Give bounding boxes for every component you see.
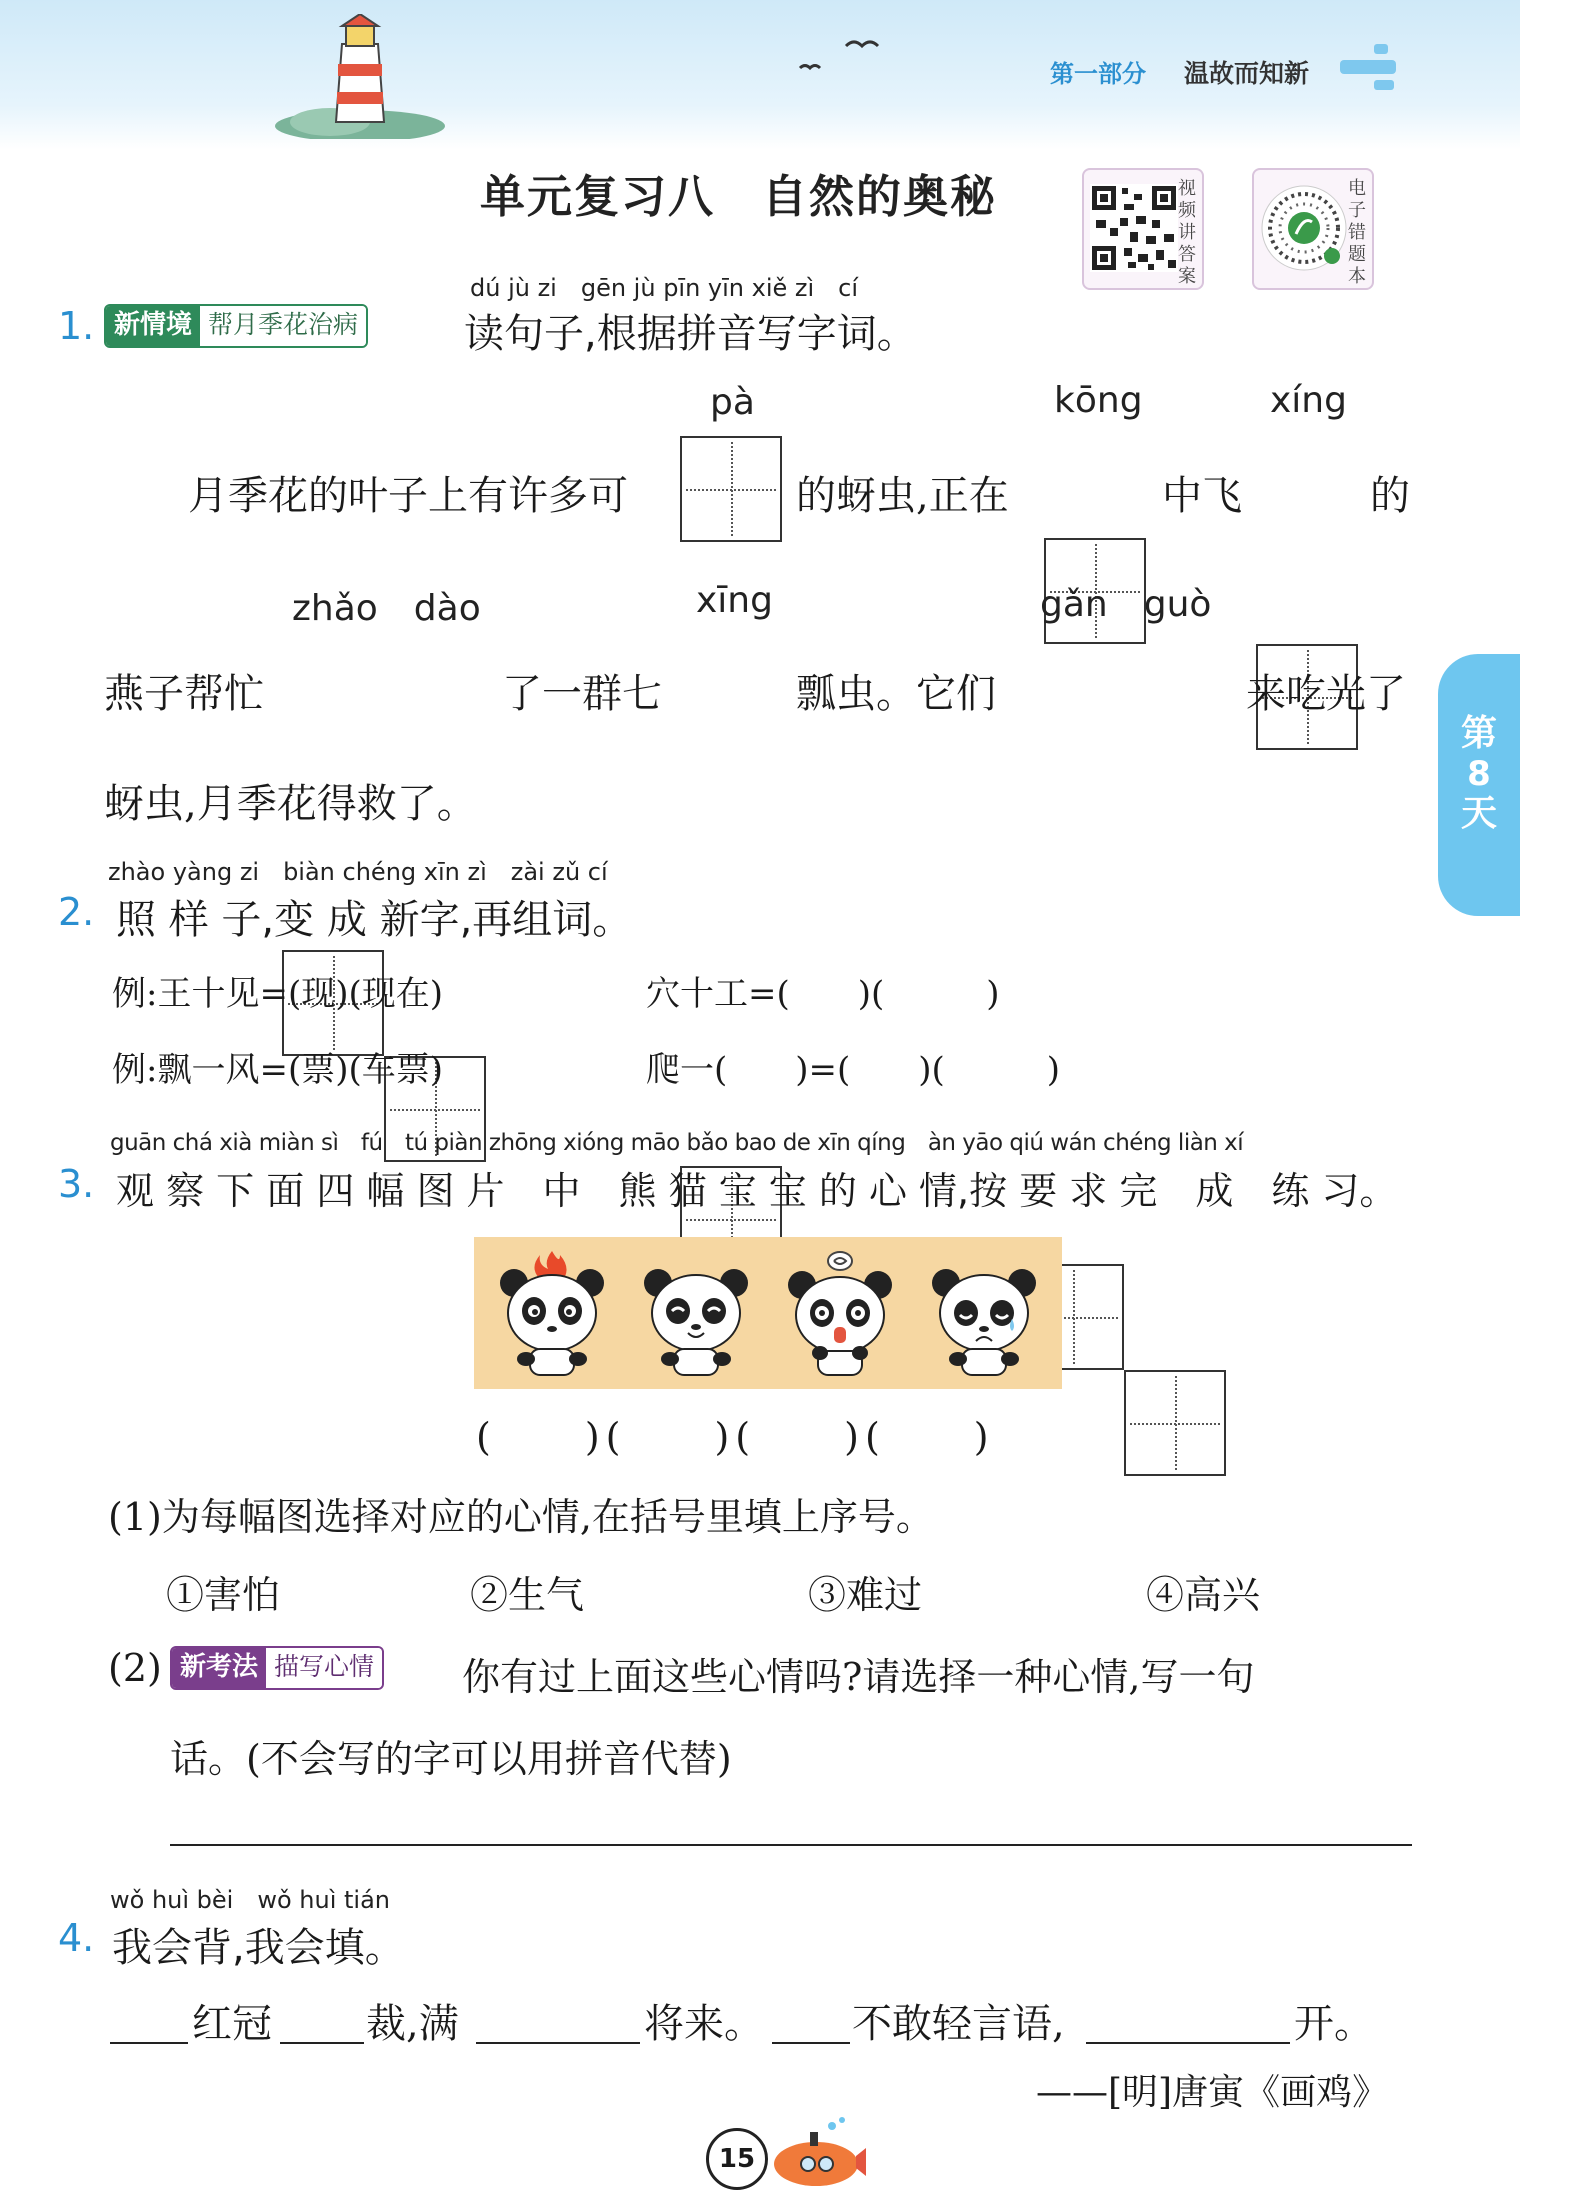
q3-sub2-text: 你有过上面这些心情吗?请选择一种心情,写一句 bbox=[462, 1655, 1255, 1699]
q4-instruction: 我会背,我会填。 bbox=[112, 1925, 405, 1971]
q4-number: 4. bbox=[58, 1916, 95, 1960]
q1-instruction-pinyin: dú jù zi gēn jù pīn yīn xiě zì cí bbox=[470, 274, 859, 302]
q2-example-2: 例:飘一风=(票)(车票) bbox=[112, 1050, 444, 1090]
q4-instruction-pinyin: wǒ huì bèi wǒ huì tián bbox=[110, 1886, 390, 1914]
q4-text-3: 将来。 bbox=[644, 2001, 764, 2047]
q2-instruction-pinyin: zhào yàng zi biàn chéng xīn zì zài zǔ cí bbox=[108, 858, 608, 886]
q1-line1-text-c: 中飞 bbox=[1162, 473, 1242, 519]
q3-sub2-text2: 话。(不会写的字可以用拼音代替) bbox=[170, 1737, 732, 1781]
sad-panda-icon bbox=[924, 1249, 1044, 1379]
page-title: 单元复习八 自然的奥秘 bbox=[480, 170, 998, 223]
q2-task-2[interactable]: 爬一( )=( )( ) bbox=[646, 1050, 1061, 1090]
q3-writing-line[interactable] bbox=[170, 1842, 1412, 1846]
day-side-tab bbox=[1438, 654, 1520, 916]
q1-line1-text-a: 月季花的叶子上有许多可 bbox=[188, 473, 628, 519]
birds-icon bbox=[796, 34, 886, 84]
q3-tag bbox=[170, 1646, 384, 1690]
q2-instruction: 照 样 子,变 成 新字,再组词。 bbox=[116, 897, 633, 943]
q1-line1-text-b: 的蚜虫,正在 bbox=[796, 473, 1009, 519]
q1-tag bbox=[104, 304, 368, 348]
q3-tag-new-method: 新考法 bbox=[172, 1648, 266, 1688]
q3-option-1: ①害怕 bbox=[166, 1573, 281, 1617]
q4-blank-2[interactable] bbox=[280, 2040, 364, 2044]
q4-text-5: 开。 bbox=[1294, 2001, 1374, 2047]
lighthouse-icon bbox=[270, 14, 450, 139]
qr-code-icon bbox=[1090, 184, 1178, 272]
q3-option-3: ③难过 bbox=[808, 1573, 923, 1617]
q1-tag-topic: 帮月季花治病 bbox=[200, 306, 366, 346]
q1-tag-new-situation: 新情境 bbox=[106, 306, 200, 346]
q1-line2-text-c: 瓢虫。它们 bbox=[796, 671, 996, 717]
q1-answer-box-1[interactable] bbox=[680, 436, 782, 542]
q2-number: 2. bbox=[58, 890, 95, 934]
qr-wrong-questions[interactable] bbox=[1252, 168, 1374, 290]
happy-panda-icon bbox=[636, 1249, 756, 1379]
q1-line2-text-a: 燕子帮忙 bbox=[104, 671, 264, 717]
qr-label-video: 视频讲答案 bbox=[1178, 178, 1196, 287]
part-label: 第一部分 bbox=[1050, 60, 1146, 88]
q3-answer-brackets[interactable]: ( )( )( )( ) bbox=[476, 1415, 995, 1459]
q1-line1-text-d: 的 bbox=[1370, 473, 1410, 519]
q1-line3: 蚜虫,月季花得救了。 bbox=[104, 781, 477, 827]
q4-blank-1[interactable] bbox=[110, 2040, 188, 2044]
q1-pinyin-xing: xíng bbox=[1270, 380, 1347, 421]
q2-example-1: 例:王十见=(现)(现在) bbox=[112, 974, 444, 1014]
mini-program-code-icon bbox=[1260, 184, 1348, 272]
q4-text-1: 红冠 bbox=[192, 2001, 272, 2047]
q1-pinyin-xing2: xīng bbox=[696, 580, 773, 621]
q4-poem-source: ——[明]唐寅《画鸡》 bbox=[1036, 2072, 1389, 2113]
q4-blank-3[interactable] bbox=[476, 2040, 640, 2044]
q1-pinyin-ganguo: gǎn guò bbox=[1040, 584, 1212, 625]
q1-line2-text-b: 了一群七 bbox=[502, 671, 662, 717]
q1-pinyin-zhaodao: zhǎo dào bbox=[292, 588, 481, 629]
q4-blank-5[interactable] bbox=[1086, 2040, 1290, 2044]
q3-option-4: ④高兴 bbox=[1146, 1573, 1261, 1617]
page-number: 15 bbox=[706, 2128, 768, 2190]
q4-text-2: 裁,满 bbox=[366, 2001, 459, 2047]
q3-instruction: 观 察 下 面 四 幅 图 片 中 熊 猫 宝 宝 的 心 情,按 要 求 完 成 练 习。 bbox=[116, 1169, 1398, 1213]
q3-sub1: (1)为每幅图选择对应的心情,在括号里填上序号。 bbox=[108, 1495, 934, 1539]
q3-number: 3. bbox=[58, 1162, 95, 1206]
chinese-one-icon bbox=[1336, 38, 1406, 98]
day-label: 第 8 天 bbox=[1460, 713, 1497, 834]
scared-panda-icon bbox=[780, 1249, 900, 1379]
q4-text-4: 不敢轻言语, bbox=[852, 2001, 1065, 2047]
q3-sub2-prefix: (2) bbox=[108, 1646, 162, 1690]
submarine-icon bbox=[760, 2112, 870, 2192]
q3-tag-topic: 描写心情 bbox=[266, 1648, 382, 1688]
q1-pinyin-pa: pà bbox=[710, 382, 755, 423]
qr-label-wrong: 电子错题本 bbox=[1348, 178, 1366, 287]
q1-line2-text-d: 来吃光了 bbox=[1246, 671, 1406, 717]
panda-picture-panel bbox=[474, 1237, 1062, 1389]
q3-option-2: ②生气 bbox=[470, 1573, 585, 1617]
q1-answer-box-8[interactable] bbox=[1124, 1370, 1226, 1476]
q1-pinyin-kong: kōng bbox=[1054, 380, 1143, 421]
part-title: 温故而知新 bbox=[1184, 59, 1310, 88]
q1-number: 1. bbox=[58, 304, 95, 348]
q3-instruction-pinyin: guān chá xià miàn sì fú tú piàn zhōng xióng māo bǎo bao de xīn qíng àn yāo qiú wán chéng liàn xí bbox=[110, 1130, 1244, 1156]
q2-task-1[interactable]: 穴十工=( )( ) bbox=[646, 974, 1000, 1014]
qr-video-answers[interactable] bbox=[1082, 168, 1204, 290]
q4-blank-4[interactable] bbox=[772, 2040, 850, 2044]
angry-panda-icon bbox=[492, 1249, 612, 1379]
q1-instruction: 读句子,根据拼音写字词。 bbox=[464, 311, 917, 357]
